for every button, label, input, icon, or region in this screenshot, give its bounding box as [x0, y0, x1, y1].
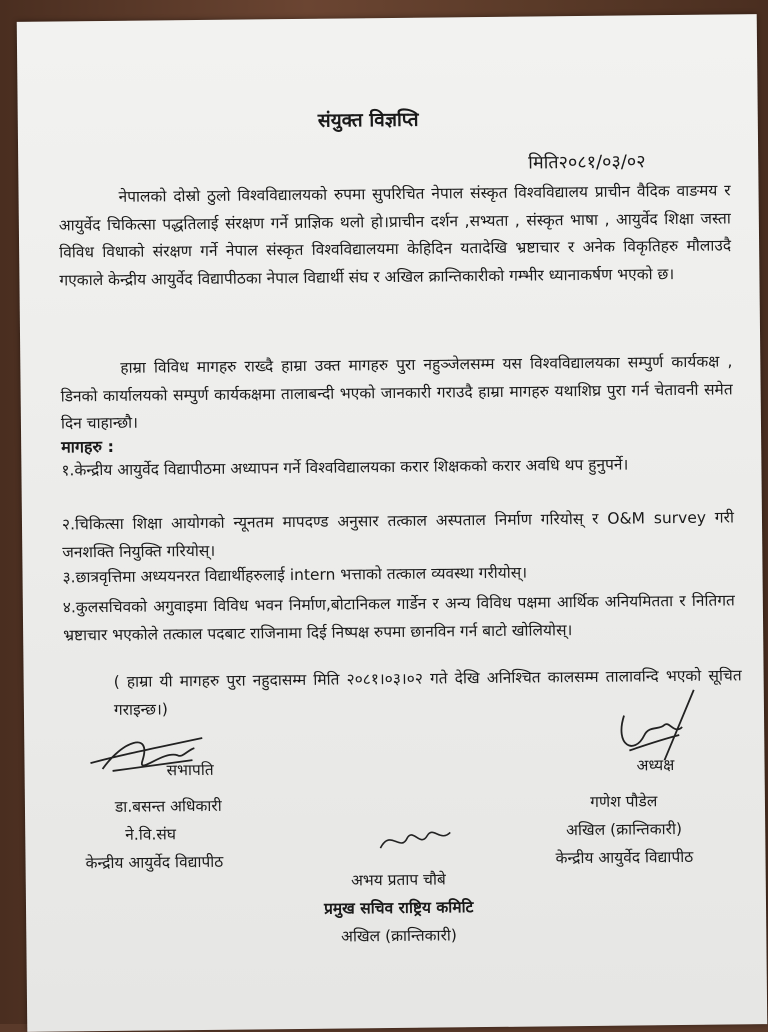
president-unit: केन्द्रीय आयुर्वेद विद्यापीठ	[555, 847, 694, 868]
president-details	[555, 787, 694, 872]
secretary-signature	[375, 817, 455, 863]
demand-item: ४.कुलसचिवको अगुवाइमा विविध भवन निर्माण,बोटानिकल गार्डेन र अन्य विविध पक्षमा आर्थिक अनियमितता र नितिगत भ्रष्टाचार भएकोले तत्काल पदबाट राजिनामा दिई निष्पक्ष रुपमा छानविन गर्न बाटो खोलियोस्।	[62, 591, 735, 644]
secretary-name: अभय प्रताप चौबे	[350, 870, 446, 890]
secretary-org: अखिल (क्रान्तिकारी)	[340, 926, 458, 946]
secretary-details	[324, 865, 474, 951]
document-title: संयुक्त विज्ञप्ति	[317, 108, 419, 132]
demand-item: १.केन्द्रीय आयुर्वेद विद्यापीठमा अध्यापन गर्ने विश्वविद्यालयका करार शिक्षकको करार अवधि थप हुनुपर्ने।	[61, 455, 629, 480]
demands-heading: मागहरु :	[61, 436, 115, 457]
chair-org: ने.वि.संघ	[125, 825, 177, 844]
document-date: मिति२०८१/०३/०२	[528, 151, 646, 174]
chair-details	[85, 792, 224, 877]
president-name: गणेश पौडेल	[590, 792, 658, 811]
chair-unit: केन्द्रीय आयुर्वेद विद्यापीठ	[85, 852, 224, 873]
president-role: अध्यक्ष	[636, 756, 675, 775]
secretary-title: प्रमुख सचिव राष्ट्रिय कमिटि	[323, 898, 474, 918]
closing-notice: ( हाम्रा यी मागहरु पुरा नहुदासम्म मिति २०८१।०३।०२ गते देखि अनिश्चित कालसम्म तालावन्दि भएको सूचित गराइन्छ।)	[113, 666, 742, 719]
notice-paper	[17, 14, 768, 1032]
chair-role: सभापति	[166, 760, 214, 780]
demand-item: २.चिकित्सा शिक्षा आयोगको न्यूनतम मापदण्ड अनुसार तत्काल अस्पताल निर्माण गरियोस् र O&M survey गरी जनशक्ति नियुक्ति गरियोस्।	[61, 508, 735, 561]
demand-item: ३.छात्रवृत्तिमा अध्ययनरत विद्यार्थीहरुलाई intern भत्ताको तत्काल व्यवस्था गरीयोस्।	[62, 563, 528, 587]
paragraph-warning: हाम्रा विविध मागहरु राख्दै हाम्रा उक्त मागहरु पुरा नहुञ्जेलसम्म यस विश्वविद्यालयका सम्पुर्ण कार्यकक्ष , डिनको कार्यालयको सम्पुर्ण कार्यकक्षमा तालाबन्दी भएको जानकारी गराउदै हाम्रा मागहरु यथाशिघ्र पुरा गर्न चेतावनी समेत दिन चाहान्छौ।	[60, 352, 733, 433]
president-org: अखिल (क्रान्तिकारी)	[566, 819, 683, 840]
chair-name: डा.बसन्त अधिकारी	[114, 796, 222, 816]
paragraph-intro: नेपालको दोस्रो ठुलो विश्वविद्यालयको रुपमा सुपरिचित नेपाल संस्कृत विश्वविद्यालय प्राचीन वैदिक वाङमय र आयुर्वेद चिकित्सा पद्धतिलाई संरक्षण गर्ने प्राज्ञिक थलो हो।प्राचीन दर्शन ,सभ्यता , संस्कृत भाषा , आयुर्वेद शिक्षा जस्ता विविध विधाको संरक्षण गर्ने नेपाल संस्कृत विश्वविद्यालयमा केहिदिन यतादेखि भ्रष्टाचार र अनेक विकृतिहरु मौलाउदै गएकाले केन्द्रीय आयुर्वेद विद्यापीठका नेपाल विद्यार्थी संघ र अखिल क्रान्तिकारीको गम्भीर ध्यानाकर्षण भएको छ।	[58, 181, 732, 289]
